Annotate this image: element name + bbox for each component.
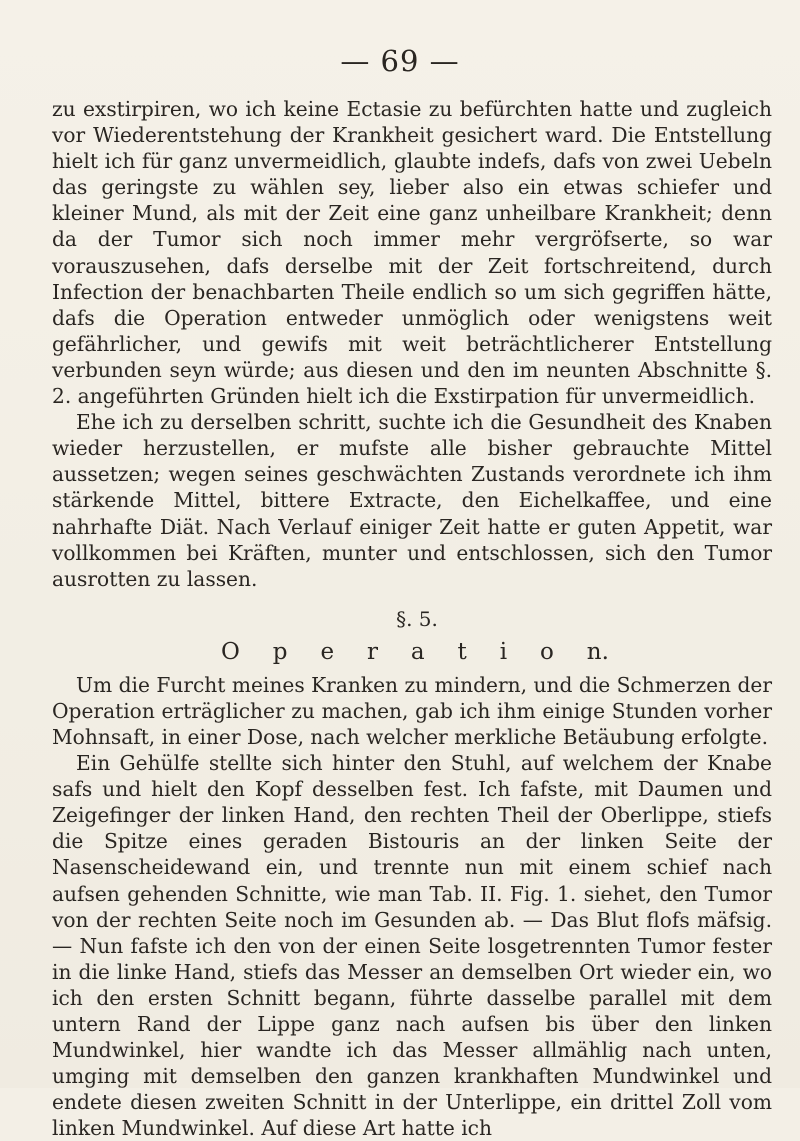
section-title-letter: r [366,638,378,665]
section-title-letter: e [320,638,335,665]
paragraph: Ehe ich zu derselben schritt, suchte ich die Gesundheit des Knaben wieder herzustellen, er mufste alle bisher gebrauchte Mittel aussetzen; wegen seines geschwächten Zustands verordnete ich ihm stärkende Mittel, bittere Extracte, den Eichelkaffee, und eine nahrhafte Diät. Nach Verlauf einiger Zeit hatte er guten Appetit, war vollkommen bei Kräften, munter und entschlossen, sich den Tumor ausrotten zu lassen. [52,410,772,591]
section-title-letter: o [540,638,554,665]
paragraph: zu exstirpiren, wo ich keine Ectasie zu befürchten hatte und zugleich vor Wiederentstehung der Krankheit gesichert ward. Die Entstellung hielt ich für ganz unvermeidlich, glaubte indefs, dafs von zwei Uebeln das geringste zu wählen sey, lieber also ein etwas schiefer und kleiner Mund, als mit der Zeit eine ganz unheilbare Krankheit; denn da der Tumor sich noch immer mehr vergröfserte, so war vorauszusehen, dafs derselbe mit der Zeit fortschreitend, durch Infection der benachbarten Theile endlich so um sich gegriffen hätte, dafs die Operation entweder unmöglich oder wenigstens weit gefährlicher, und gewifs mit weit beträchtlicherer Entstellung verbunden seyn würde; aus diesen und den im neunten Abschnitte §. 2. angeführten Gründen hielt ich die Exstirpation für unvermeidlich. [52,97,772,409]
section-title-letter: t [457,638,467,665]
paragraph: Ein Gehülfe stellte sich hinter den Stuhl, auf welchem der Knabe safs und hielt den Kopf desselben fest. Ich fafste, mit Daumen und Zeigefinger der linken Hand, den rechten Theil der Oberlippe, stiefs die Spitze eines geraden Bistouris an der linken Seite der Nasenscheidewand ein, und trennte nun mit einem schief nach aufsen gehenden Schnitte, wie man Tab. II. Fig. 1. siehet, den Tumor von der rechten Seite noch im Gesunden ab. — Das Blut flofs mäfsig. — Nun fafste ich den von der einen Seite losgetrennten Tumor fester in die linke Hand, stiefs das Messer an demselben Ort wieder ein, wo ich den ersten Schnitt begann, führte dasselbe parallel mit dem untern Rand der Lippe ganz nach aufsen bis über den linken Mundwinkel, hier wandte ich das Messer allmählig nach unten, umging mit demselben den ganzen krankhaften Mundwinkel und endete diesen zweiten Schnitt in der Unterlippe, ein drittel Zoll vom linken Mundwinkel. Auf diese Art hatte ich [52,751,772,1141]
page-number: — 69 — [340,44,460,78]
section-title-letter: p [272,638,288,665]
section-title-letter: O [221,638,240,665]
section-title [215,638,609,666]
section-number: §. 5. [396,606,438,631]
section-title-letter: a [410,638,425,665]
paragraph: Um die Furcht meines Kranken zu mindern, und die Schmerzen der Operation erträglicher zu machen, gab ich ihm einige Stunden vorher Mohnsaft, in einer Dose, nach welcher merkliche Betäubung erfolgte. [52,672,772,749]
section-title-letter: n. [586,638,609,665]
section-title-letter: i [499,638,508,665]
body-text [52,96,772,1141]
